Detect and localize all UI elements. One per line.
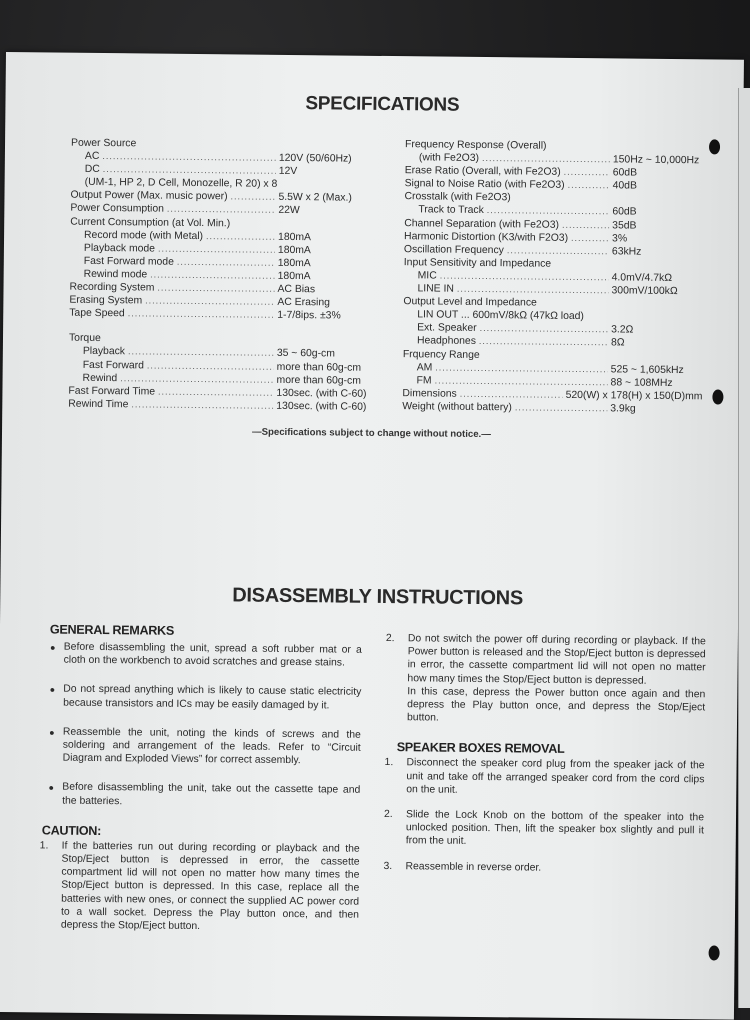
leader-dots xyxy=(158,385,274,399)
spec-value: 130sec. (with C-60) xyxy=(276,400,367,413)
bullet-icon: ● xyxy=(49,642,56,653)
list-item: ● Before disassembling the unit, spread a soft rubber mat or a cloth on the workbench to avoid scratches and grease stains. xyxy=(42,640,362,670)
bullet-icon: ● xyxy=(49,684,56,695)
spec-value: more than 60g-cm xyxy=(276,361,362,374)
spec-label: DC xyxy=(84,164,100,176)
spec-value: 60dB xyxy=(612,167,638,179)
spec-value: 88 ~ 108MHz xyxy=(610,377,673,389)
spec-label: Current Consumption (at Vol. Min.) xyxy=(70,216,231,229)
spec-label: Frequency Response (Overall) xyxy=(404,139,547,152)
speaker-step-1: 1. Disconnect the speaker cord plug from the speaker jack of the unit and take off the arranged speaker cord from the cord clips on the unit. xyxy=(384,757,705,796)
spec-value: 35 ~ 60g-cm xyxy=(276,348,335,360)
spec-value: 1-7/8ips. ±3% xyxy=(277,310,341,322)
spec-label: AM xyxy=(416,361,433,374)
spec-value: 520(W) x 178(H) x 150(D)mm xyxy=(565,389,703,403)
spec-label: Crosstalk (with Fe2O3) xyxy=(404,191,511,204)
spec-label: (UM-1, HP 2, D Cell, Monozelle, R 20) x 8 xyxy=(84,177,278,191)
speaker-removal-heading: SPEAKER BOXES REMOVAL xyxy=(396,740,565,757)
spec-label: LIN OUT ... 600mV/8kΩ (47kΩ load) xyxy=(417,309,584,323)
spec-value: 150Hz ~ 10,000Hz xyxy=(612,154,700,167)
spec-label: Frquency Range xyxy=(402,348,480,361)
spec-right-column xyxy=(402,138,705,416)
spec-value: 3% xyxy=(612,233,628,245)
spec-label: LINE IN xyxy=(417,283,454,295)
list-item: ● Before disassembling the unit, take out the cassette tape and the batteries. xyxy=(40,781,360,811)
spec-label: Rewind xyxy=(82,372,118,384)
spec-label: Playback xyxy=(82,346,126,358)
leader-dots xyxy=(145,295,274,309)
spec-label: Channel Separation (with Fe2O3) xyxy=(404,217,560,231)
leader-dots xyxy=(147,359,274,373)
general-remarks-heading: GENERAL REMARKS xyxy=(49,622,175,638)
spec-value: 300mV/100kΩ xyxy=(611,285,678,298)
disassembly-right-column xyxy=(383,632,706,888)
spec-label: MIC xyxy=(417,270,437,282)
disassembly-title: DISASSEMBLY INSTRUCTIONS xyxy=(232,584,524,610)
spec-value: AC Bias xyxy=(277,283,316,296)
spec-value: AC Erasing xyxy=(277,296,331,309)
binder-hole xyxy=(712,389,723,404)
spec-row xyxy=(402,400,702,416)
bullet-icon: ● xyxy=(49,727,55,738)
spec-label: Power Consumption xyxy=(70,203,164,216)
list-item: ● Reassemble the unit, noting the kinds of screws and the soldering and arrangement of the leads. Refer to “Circuit Diagram and Exploded Views” for correct assembly. xyxy=(41,725,361,768)
spec-label: Fast Forward xyxy=(82,359,144,371)
leader-dots xyxy=(568,179,610,193)
leader-dots xyxy=(460,388,563,402)
spec-value: 180mA xyxy=(277,244,311,256)
leader-dots xyxy=(507,244,609,258)
manual-page xyxy=(0,52,744,1020)
spec-label: Signal to Noise Ratio (with Fe2O3) xyxy=(404,178,565,192)
caution-heading: CAUTION: xyxy=(41,823,102,838)
spec-label: Recording System xyxy=(69,281,155,294)
leader-dots xyxy=(487,205,610,219)
spec-label: Erase Ratio (Overall, with Fe2O3) xyxy=(404,165,561,179)
spec-label: Weight (without battery) xyxy=(402,401,512,414)
spec-label: Output Level and Impedance xyxy=(403,296,537,309)
spec-notice: —Specifications subject to change without notice.— xyxy=(251,426,491,441)
spec-label: Torque xyxy=(68,332,101,345)
spec-label: Playback mode xyxy=(83,242,156,255)
bullet-icon: ● xyxy=(48,782,55,793)
spec-value: 3.9kg xyxy=(610,403,636,415)
spec-label: Rewind mode xyxy=(83,268,148,281)
spec-label: Ext. Speaker xyxy=(417,322,477,335)
leader-dots xyxy=(482,152,610,166)
spec-left-column xyxy=(68,137,371,414)
spec-value: 180mA xyxy=(278,231,312,243)
spec-value: 60dB xyxy=(612,206,637,219)
spec-label: Rewind Time xyxy=(68,398,129,411)
spec-label: Track to Track xyxy=(418,204,484,217)
leader-dots xyxy=(157,282,274,296)
spec-label: Input Sensitivity and Impedance xyxy=(403,257,552,270)
spec-label: Erasing System xyxy=(69,294,143,307)
leader-dots xyxy=(150,268,275,282)
leader-dots xyxy=(564,166,610,180)
spec-label: Tape Speed xyxy=(69,307,125,320)
specifications-title: SPECIFICATIONS xyxy=(305,93,460,116)
next-page-edge xyxy=(738,88,750,1008)
spec-value: 180mA xyxy=(277,257,311,270)
spec-value: 8Ω xyxy=(610,337,625,349)
spec-value: 525 ~ 1,605kHz xyxy=(610,363,684,376)
leader-dots xyxy=(128,308,275,323)
spec-value: 3.2Ω xyxy=(611,324,634,336)
spec-label: Harmonic Distortion (K3/with F2O3) xyxy=(404,230,569,244)
general-remarks-list xyxy=(40,640,362,810)
spec-label: (with Fe2O3) xyxy=(418,152,480,165)
spec-value: 12V xyxy=(278,166,298,178)
caution-item-1: 1. If the batteries run out during recording or playback and the Stop/Eject button is depressed in error, the cassette compartment lid will not open no matter how many times the Stop/Eject button is depressed. In this case, replace all the batteries with new ones, or connect the supplied AC power cord to a wall socket. Depress the Play button once, and then depress the Stop/Eject button. xyxy=(39,840,360,933)
leader-dots xyxy=(206,230,275,244)
binder-hole xyxy=(709,139,720,154)
spec-label: Fast Forward mode xyxy=(83,255,174,268)
leader-dots xyxy=(479,335,608,349)
leader-dots xyxy=(230,191,275,205)
leader-dots xyxy=(177,256,275,270)
leader-dots xyxy=(571,232,609,245)
spec-value: 35dB xyxy=(612,219,637,232)
speaker-step-3: 3. Reassemble in reverse order. xyxy=(383,860,542,874)
spec-label: Fast Forward Time xyxy=(68,385,156,398)
speaker-step-2: 2. Slide the Lock Knob on the bottom of the speaker into the unlocked position. Then, lift the speaker box slightly and pull it from the unit. xyxy=(383,809,705,848)
spec-value: 63kHz xyxy=(611,246,642,258)
spec-row xyxy=(68,397,368,413)
binder-hole xyxy=(709,945,720,960)
spec-value: 22W xyxy=(278,205,300,217)
leader-dots xyxy=(480,322,609,336)
leader-dots xyxy=(158,242,275,256)
spec-value: 4.0mV/4.7kΩ xyxy=(611,272,673,284)
spec-value: 40dB xyxy=(612,180,637,192)
spec-value: 180mA xyxy=(277,270,311,283)
disassembly-left-column xyxy=(39,622,362,947)
spec-label: Headphones xyxy=(416,335,476,348)
spec-value: 120V (50/60Hz) xyxy=(278,152,352,165)
spec-label: Oscillation Frequency xyxy=(403,243,504,256)
list-item: ● Do not spread anything which is likely to cause static electricity because transistors and ICs may be easily damaged by it. xyxy=(41,683,361,713)
spec-value: 130sec. (with C-60) xyxy=(276,387,367,400)
spec-label: Dimensions xyxy=(402,387,457,400)
leader-dots xyxy=(167,203,276,217)
spec-label: Record mode (with Metal) xyxy=(84,229,204,242)
spec-label: Output Power (Max. music power) xyxy=(70,190,228,203)
spec-label: Power Source xyxy=(70,137,137,150)
spec-value: 5.5W x 2 (Max.) xyxy=(278,192,352,205)
spec-label: AC xyxy=(84,150,100,163)
leader-dots xyxy=(515,401,608,415)
leader-dots xyxy=(562,218,609,232)
spec-label: FM xyxy=(416,375,432,387)
spec-value: more than 60g-cm xyxy=(276,374,361,387)
leader-dots xyxy=(131,398,273,413)
caution-item-2: 2. Do not switch the power off during recording or playback. If the Power button is released and the Stop/Eject button is depressed in error, the cassette compartment lid will not open no matter how many times the Stop/Eject button is depressed. In this case, depress the Power button once again and then depress the Play button once, and depress the Stop/Eject button. xyxy=(385,633,706,724)
